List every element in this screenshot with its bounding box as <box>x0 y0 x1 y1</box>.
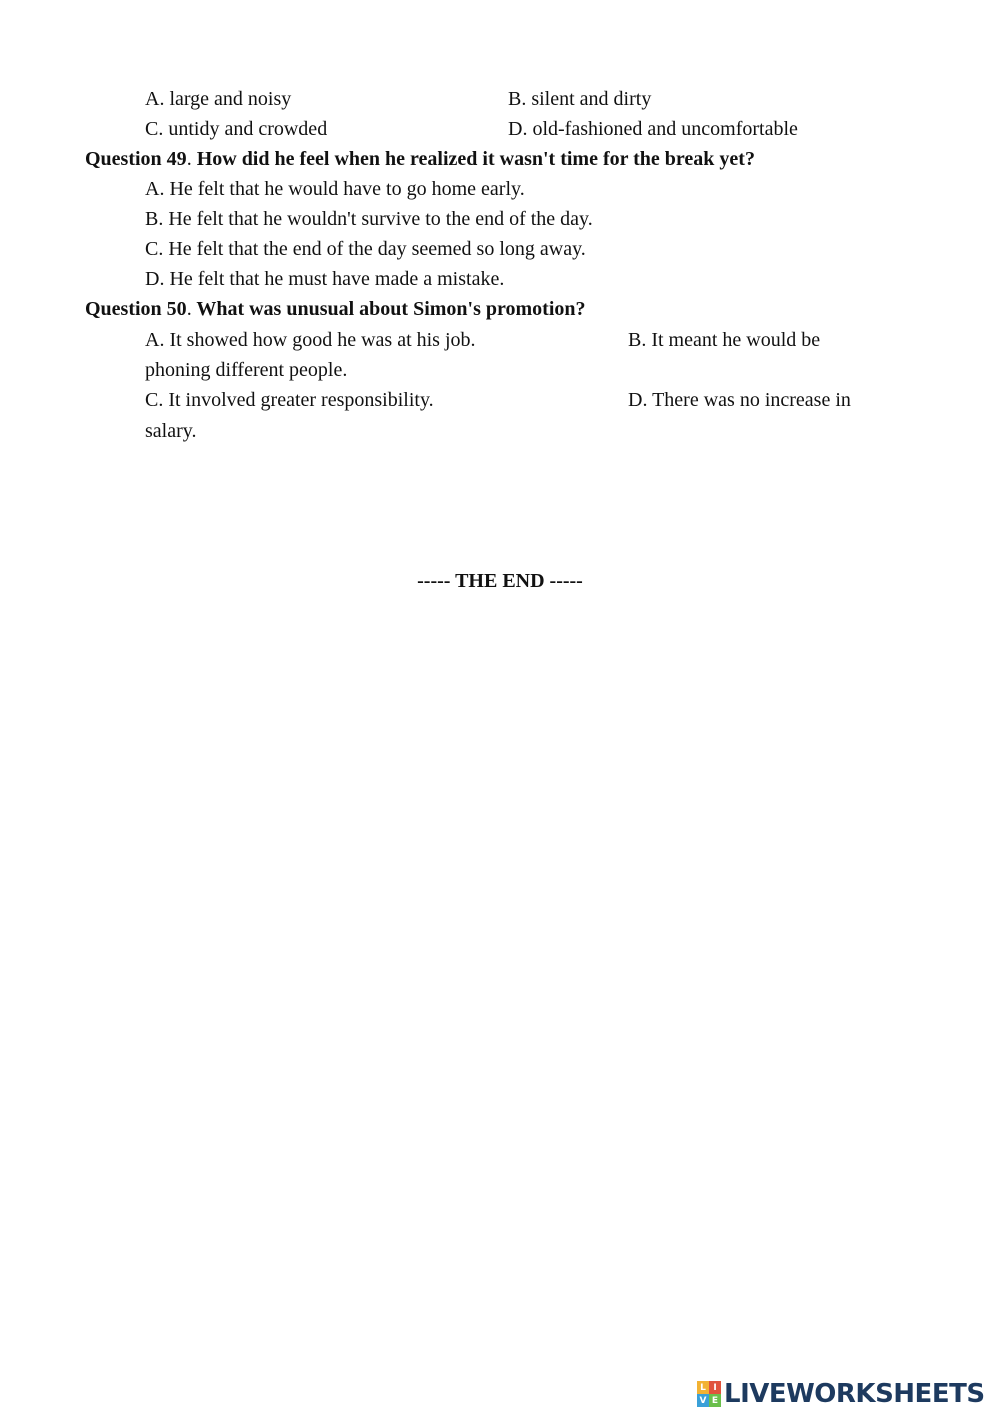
logo-tile-l: L <box>697 1381 709 1394</box>
liveworksheets-watermark <box>697 1378 985 1410</box>
q50-option-b-continued: phoning different people. <box>145 359 348 381</box>
q50-option-b: B. It meant he would be <box>628 329 821 351</box>
q49-option-a: A. He felt that he would have to go home early. <box>145 178 525 200</box>
q48-option-d: D. old-fashioned and uncomfortable <box>508 118 798 140</box>
q49-number: Question 49 <box>85 148 187 170</box>
q49-option-c: C. He felt that the end of the day seemed so long away. <box>145 238 586 260</box>
logo-tile-i: I <box>709 1381 721 1394</box>
logo-tile-v: V <box>697 1394 709 1407</box>
q50-question-text: What was unusual about Simon's promotion? <box>196 298 586 320</box>
q50-number: Question 50 <box>85 298 187 320</box>
q49-question-text: How did he feel when he realized it wasn't time for the break yet? <box>196 148 755 170</box>
logo-tile-e: E <box>709 1394 721 1407</box>
q48-option-a: A. large and noisy <box>145 88 292 110</box>
q49-option-d: D. He felt that he must have made a mistake. <box>145 268 505 290</box>
end-marker: ----- THE END ----- <box>417 570 583 592</box>
q48-option-b: B. silent and dirty <box>508 88 652 110</box>
liveworksheets-logo-icon <box>697 1381 721 1407</box>
liveworksheets-wordmark: LIVEWORKSHEETS <box>724 1379 985 1409</box>
q50-option-d: D. There was no increase in <box>628 389 851 411</box>
q48-option-c: C. untidy and crowded <box>145 118 328 140</box>
q49-option-b: B. He felt that he wouldn't survive to the end of the day. <box>145 208 593 230</box>
q50-separator: . <box>186 298 192 320</box>
q50-option-c: C. It involved greater responsibility. <box>145 389 434 411</box>
q50-option-a: A. It showed how good he was at his job. <box>145 329 476 351</box>
q50-option-d-continued: salary. <box>145 420 197 442</box>
q50-title <box>85 297 586 321</box>
q49-title <box>85 147 755 171</box>
q49-separator: . <box>186 148 192 170</box>
